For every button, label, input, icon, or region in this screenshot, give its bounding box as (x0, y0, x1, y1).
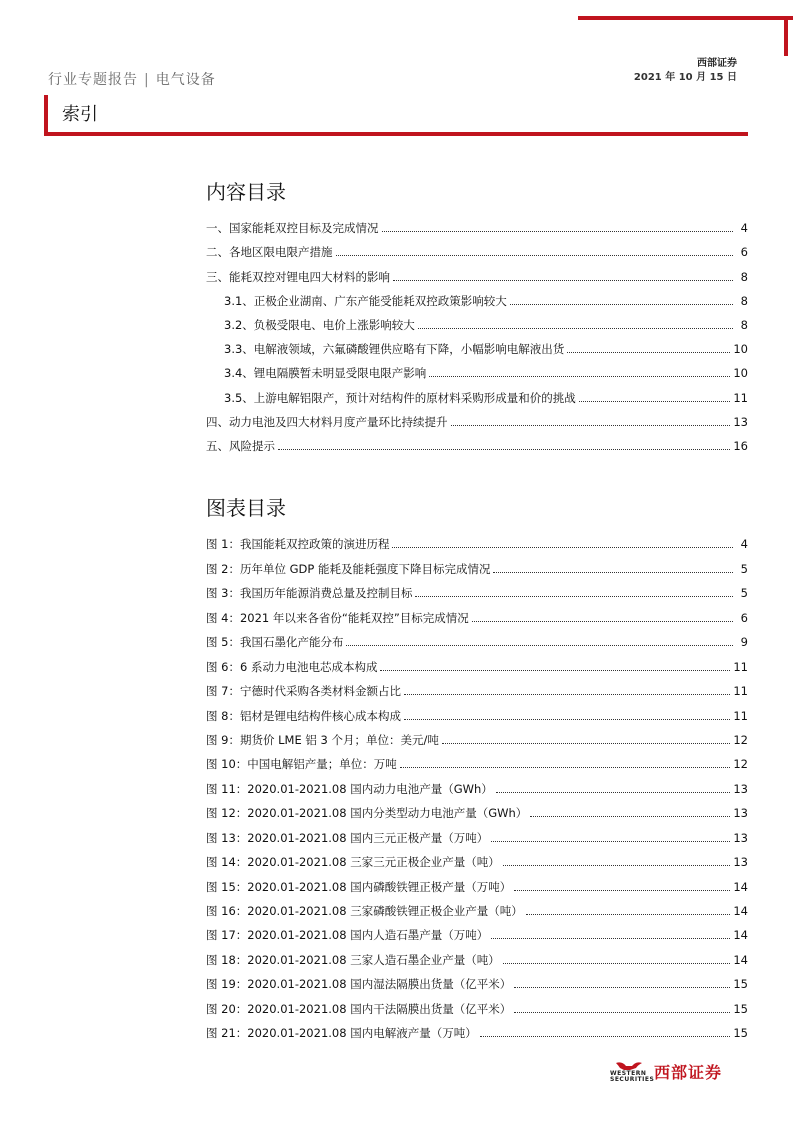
figure-entry-page-number: 15 (733, 977, 748, 992)
dot-leader (429, 375, 730, 377)
toc-entry[interactable] (206, 259, 748, 283)
figure-entry[interactable] (206, 869, 748, 893)
figure-entry-page-number: 13 (733, 830, 748, 845)
contents-title: 内容目录 (206, 180, 286, 204)
bull-logo-icon (610, 1061, 655, 1083)
figure-entry-page-number: 11 (733, 659, 748, 674)
figure-entry[interactable] (206, 674, 748, 698)
figure-entry-label: 图 2：历年单位 GDP 能耗及能耗强度下降目标完成情况 (206, 561, 491, 576)
dot-leader (393, 279, 733, 281)
figure-entry-label: 图 16：2020.01-2021.08 三家磷酸铁锂正极企业产量（吨） (206, 904, 523, 918)
toc-entry-page-number: 11 (733, 390, 748, 405)
figure-entry-label: 图 18：2020.01-2021.08 三家人造石墨企业产量（吨） (206, 952, 500, 967)
footer-logo-cn: 西部证券 (654, 1063, 723, 1082)
toc-entry[interactable] (206, 405, 748, 429)
figure-entry-page-number: 11 (733, 684, 748, 699)
toc-entry[interactable] (206, 211, 748, 235)
toc-entry-label: 三、能耗双控对锂电四大材料的影响 (206, 269, 390, 284)
header-brand: 西部证券 (697, 58, 737, 69)
toc-entry[interactable] (206, 308, 748, 332)
dot-leader (530, 815, 730, 817)
figure-entry-page-number: 13 (733, 806, 748, 821)
figure-entry-label: 图 4：2021 年以来各省份“能耗双控”目标完成情况 (206, 610, 469, 625)
dot-leader (503, 864, 731, 866)
dot-leader (442, 742, 730, 744)
figure-entry-label: 图 8：铝材是锂电结构件核心成本构成 (206, 708, 401, 723)
toc-entry-page-number: 8 (740, 269, 748, 284)
figure-entry-page-number: 4 (740, 537, 748, 552)
dot-leader (400, 766, 731, 768)
figure-entry[interactable] (206, 967, 748, 991)
dot-leader (451, 424, 731, 426)
figure-entry-page-number: 12 (733, 732, 748, 747)
figure-entry-label: 图 3：我国历年能源消费总量及控制目标 (206, 586, 413, 601)
figure-entry[interactable] (206, 698, 748, 722)
figure-entry[interactable] (206, 796, 748, 820)
report-date: 2021 年 10 月 15 日 (633, 72, 737, 83)
figure-entry[interactable] (206, 845, 748, 869)
figure-entry[interactable] (206, 894, 748, 918)
figure-entry-page-number: 6 (740, 610, 748, 625)
dot-leader (491, 840, 730, 842)
figure-entry-page-number: 11 (733, 708, 748, 723)
toc-entry[interactable] (206, 380, 748, 404)
figure-entry-label: 图 9：期货价 LME 铝 3 个月；单位：美元/吨 (206, 732, 439, 747)
dot-leader (503, 962, 731, 964)
dot-leader (404, 718, 730, 720)
figure-entry-page-number: 14 (733, 904, 748, 918)
dot-leader (514, 1011, 730, 1013)
toc-entry-page-number: 16 (733, 438, 748, 453)
figure-entry[interactable] (206, 1016, 748, 1040)
figure-entry-label: 图 12：2020.01-2021.08 国内分类型动力电池产量（GWh） (206, 806, 528, 821)
header-separator: | (144, 72, 150, 88)
figure-entry[interactable] (206, 625, 748, 649)
figures-list (206, 527, 748, 1040)
dot-leader (380, 669, 730, 671)
toc-entry-label: 四、动力电池及四大材料月度产量环比持续提升 (206, 414, 448, 429)
dot-leader (404, 693, 730, 695)
dot-leader (491, 937, 730, 939)
figure-entry-label: 图 17：2020.01-2021.08 国内人造石墨产量（万吨） (206, 928, 489, 943)
figure-entry[interactable] (206, 551, 748, 575)
figure-entry-page-number: 15 (733, 1001, 748, 1016)
dot-leader (526, 913, 731, 915)
toc-entry-page-number: 8 (740, 293, 748, 308)
figure-entry-page-number: 5 (740, 561, 748, 576)
index-accent-bar (44, 95, 48, 135)
figure-entry-page-number: 9 (740, 635, 748, 650)
figure-entry-label: 图 20：2020.01-2021.08 国内干法隔膜出货量（亿平米） (206, 1001, 512, 1016)
figure-entry[interactable] (206, 649, 748, 673)
figure-entry[interactable] (206, 942, 748, 966)
figure-entry-page-number: 13 (733, 781, 748, 796)
footer-logo-en: WESTERN SECURITIES (610, 1069, 655, 1083)
toc-entry-label: 二、各地区限电限产措施 (206, 245, 333, 260)
figure-entry-page-number: 14 (733, 952, 748, 967)
dot-leader (415, 595, 733, 597)
dot-leader (510, 303, 733, 305)
dot-leader (346, 644, 733, 646)
figure-entry-label: 图 21：2020.01-2021.08 国内电解液产量（万吨） (206, 1026, 477, 1041)
dot-leader (480, 1035, 731, 1037)
corner-decoration-vertical (784, 16, 788, 56)
toc-entry-page-number: 10 (733, 342, 748, 357)
toc-entry-page-number: 10 (733, 366, 748, 381)
dot-leader (278, 448, 730, 450)
corner-decoration-horizontal (578, 16, 793, 20)
contents-list (206, 211, 748, 453)
footer-logo (610, 1060, 722, 1083)
figure-entry-label: 图 6：6 系动力电池电芯成本构成 (206, 659, 378, 674)
dot-leader (514, 986, 730, 988)
figure-entry-label: 图 7：宁德时代采购各类材料金额占比 (206, 684, 401, 699)
figure-entry-page-number: 5 (740, 586, 748, 601)
toc-entry[interactable] (206, 429, 748, 453)
toc-entry[interactable] (206, 332, 748, 356)
dot-leader (514, 889, 730, 891)
figure-entry[interactable] (206, 771, 748, 795)
toc-entry-label: 五、风险提示 (206, 438, 275, 453)
figure-entry-label: 图 11：2020.01-2021.08 国内动力电池产量（GWh） (206, 781, 493, 796)
dot-leader (392, 546, 733, 548)
figure-entry[interactable] (206, 991, 748, 1015)
figure-entry[interactable] (206, 723, 748, 747)
toc-entry-label: 3.1、正极企业湖南、广东产能受能耗双控政策影响较大 (224, 293, 507, 308)
report-type: 行业专题报告 (48, 72, 138, 88)
figure-entry-page-number: 14 (733, 928, 748, 943)
dot-leader (382, 230, 734, 232)
figure-entry[interactable] (206, 576, 748, 600)
dot-leader (579, 400, 731, 402)
toc-entry[interactable] (206, 356, 748, 380)
figures-title: 图表目录 (206, 496, 286, 520)
dot-leader (496, 791, 731, 793)
toc-entry[interactable] (206, 284, 748, 308)
figure-entry-label: 图 5：我国石墨化产能分布 (206, 635, 344, 650)
toc-entry-label: 3.5、上游电解铝限产，预计对结构件的原材料采购形成量和价的挑战 (224, 390, 576, 405)
dot-leader (493, 571, 733, 573)
figure-entry-label: 图 1：我国能耗双控政策的演进历程 (206, 537, 390, 552)
toc-entry-label: 一、国家能耗双控目标及完成情况 (206, 221, 379, 236)
figure-entry-page-number: 14 (733, 879, 748, 894)
index-underline (44, 132, 748, 136)
figure-entry-label: 图 10：中国电解铝产量；单位：万吨 (206, 757, 397, 772)
toc-entry[interactable] (206, 235, 748, 259)
dot-leader (567, 351, 730, 353)
figure-entry[interactable] (206, 527, 748, 551)
figure-entry-page-number: 12 (733, 757, 748, 772)
figure-entry-page-number: 13 (733, 855, 748, 870)
toc-entry-page-number: 8 (740, 317, 748, 332)
toc-entry-page-number: 6 (740, 245, 748, 260)
figure-entry-page-number: 15 (733, 1026, 748, 1041)
dot-leader (472, 620, 733, 622)
toc-entry-page-number: 4 (740, 221, 748, 236)
figure-entry[interactable] (206, 820, 748, 844)
toc-entry-label: 3.4、锂电隔膜暂未明显受限电限产影响 (224, 366, 427, 381)
index-title: 索引 (62, 104, 98, 125)
dot-leader (336, 254, 734, 256)
toc-entry-label: 3.3、电解液领域，六氟磷酸锂供应略有下降，小幅影响电解液出货 (224, 342, 565, 357)
figure-entry[interactable] (206, 747, 748, 771)
toc-entry-label: 3.2、负极受限电、电价上涨影响较大 (224, 317, 415, 332)
toc-entry-page-number: 13 (733, 414, 748, 429)
dot-leader (418, 327, 733, 329)
report-category (48, 69, 216, 89)
figure-entry-label: 图 19：2020.01-2021.08 国内湿法隔膜出货量（亿平米） (206, 977, 512, 992)
figure-entry-label: 图 15：2020.01-2021.08 国内磷酸铁锂正极产量（万吨） (206, 879, 512, 894)
industry-name: 电气设备 (155, 72, 216, 88)
figure-entry-label: 图 14：2020.01-2021.08 三家三元正极企业产量（吨） (206, 855, 500, 870)
figure-entry[interactable] (206, 600, 748, 624)
figure-entry-label: 图 13：2020.01-2021.08 国内三元正极产量（万吨） (206, 830, 489, 845)
figure-entry[interactable] (206, 918, 748, 942)
